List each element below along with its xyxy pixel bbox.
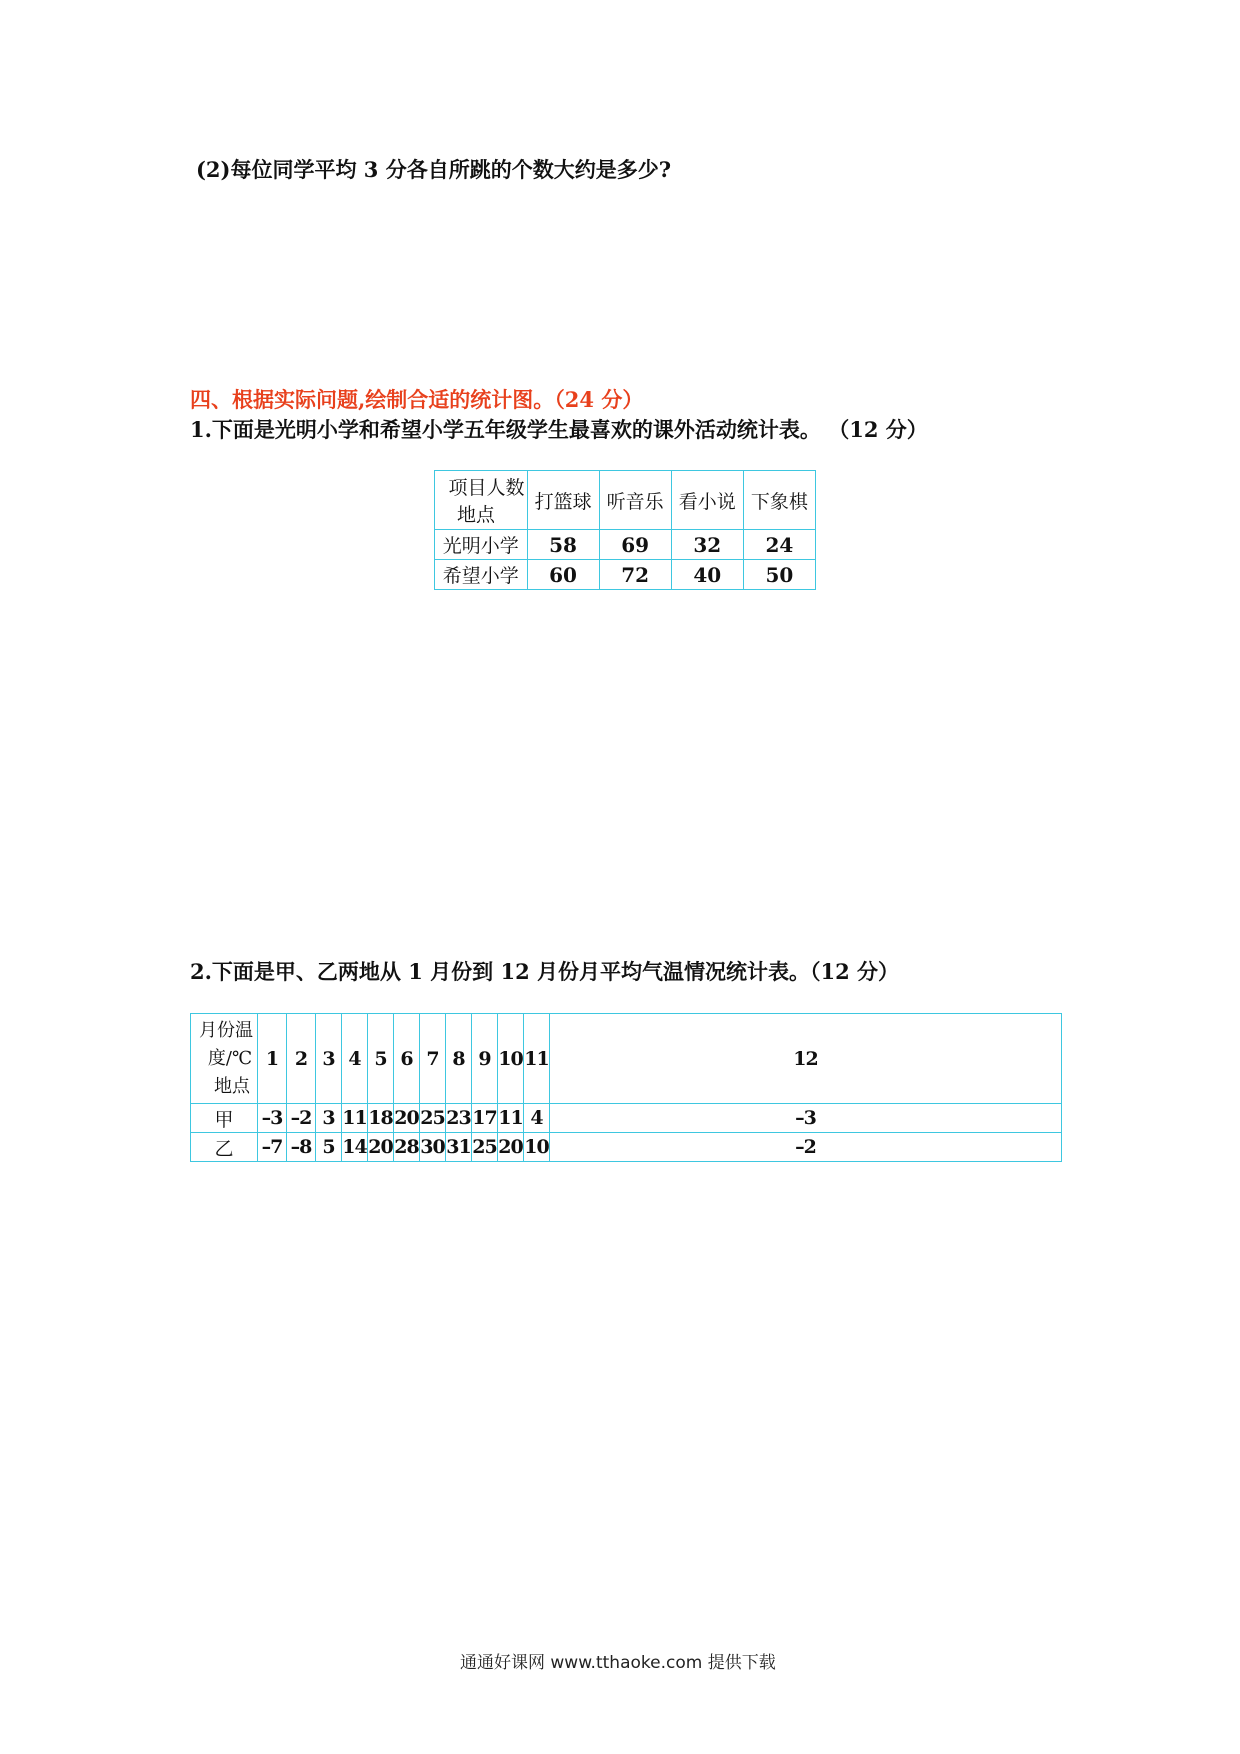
month-header: 9 — [472, 1014, 498, 1104]
table-cell: 23 — [446, 1104, 472, 1133]
temperature-table — [190, 1013, 1062, 1162]
corner-bottom-label: 地点 — [457, 504, 496, 526]
col-header: 打篮球 — [527, 471, 599, 530]
table-cell: 28 — [394, 1133, 420, 1162]
month-header: 7 — [420, 1014, 446, 1104]
month-header: 4 — [342, 1014, 368, 1104]
table-cell: 11 — [498, 1104, 524, 1133]
temp-corner-cell — [191, 1014, 258, 1104]
table-cell: –8 — [287, 1133, 316, 1162]
table-cell: 5 — [316, 1133, 342, 1162]
table-cell: 30 — [420, 1133, 446, 1162]
table-cell: 20 — [368, 1133, 394, 1162]
table-cell: 3 — [316, 1104, 342, 1133]
table-cell: –3 — [550, 1104, 1062, 1133]
table-cell: 17 — [472, 1104, 498, 1133]
table-cell: –3 — [258, 1104, 287, 1133]
table-cell: 69 — [599, 530, 671, 560]
col-header: 下象棋 — [743, 471, 815, 530]
month-header: 1 — [258, 1014, 287, 1104]
table-cell: 18 — [368, 1104, 394, 1133]
question-2-text: (2)每位同学平均 3 分各自所跳的个数大约是多少? — [196, 157, 672, 182]
q1-text: 1.下面是光明小学和希望小学五年级学生最喜欢的课外活动统计表。 （12 分） — [190, 417, 928, 442]
month-header: 2 — [287, 1014, 316, 1104]
table-cell: 58 — [527, 530, 599, 560]
activity-table — [434, 470, 816, 590]
month-header: 11 — [524, 1014, 550, 1104]
section-4-title: 四、根据实际问题,绘制合适的统计图。（24 分） — [190, 387, 644, 412]
activity-corner-cell — [435, 471, 528, 530]
col-header: 听音乐 — [599, 471, 671, 530]
row-label: 甲 — [191, 1104, 258, 1133]
q2-text: 2.下面是甲、乙两地从 1 月份到 12 月份月平均气温情况统计表。（12 分） — [190, 959, 900, 984]
table-cell: 25 — [420, 1104, 446, 1133]
col-header: 看小说 — [671, 471, 743, 530]
table-cell: 25 — [472, 1133, 498, 1162]
month-header: 6 — [394, 1014, 420, 1104]
table-cell: –2 — [287, 1104, 316, 1133]
corner-line-1: 月份温 — [199, 1019, 253, 1041]
table-cell: 24 — [743, 530, 815, 560]
table-cell: 20 — [394, 1104, 420, 1133]
table-cell: 31 — [446, 1133, 472, 1162]
table-cell: 72 — [599, 560, 671, 590]
month-header: 8 — [446, 1014, 472, 1104]
footer-credit: 通通好课网 www.tthaoke.com 提供下载 — [460, 1653, 776, 1673]
month-header: 3 — [316, 1014, 342, 1104]
table-cell: 14 — [342, 1133, 368, 1162]
corner-line-3: 地点 — [214, 1075, 250, 1097]
table-cell: 20 — [498, 1133, 524, 1162]
table-cell: 40 — [671, 560, 743, 590]
row-label: 希望小学 — [435, 560, 528, 590]
corner-top-label: 项目人数 — [448, 477, 525, 499]
table-cell: 50 — [743, 560, 815, 590]
table-cell: 10 — [524, 1133, 550, 1162]
month-header: 12 — [550, 1014, 1062, 1104]
row-label: 光明小学 — [435, 530, 528, 560]
table-cell: 32 — [671, 530, 743, 560]
month-header: 5 — [368, 1014, 394, 1104]
row-label: 乙 — [191, 1133, 258, 1162]
month-header: 10 — [498, 1014, 524, 1104]
corner-line-2: 度/℃ — [207, 1047, 253, 1069]
table-cell: 11 — [342, 1104, 368, 1133]
table-cell: 60 — [527, 560, 599, 590]
table-cell: –7 — [258, 1133, 287, 1162]
table-cell: 4 — [524, 1104, 550, 1133]
table-cell: –2 — [550, 1133, 1062, 1162]
